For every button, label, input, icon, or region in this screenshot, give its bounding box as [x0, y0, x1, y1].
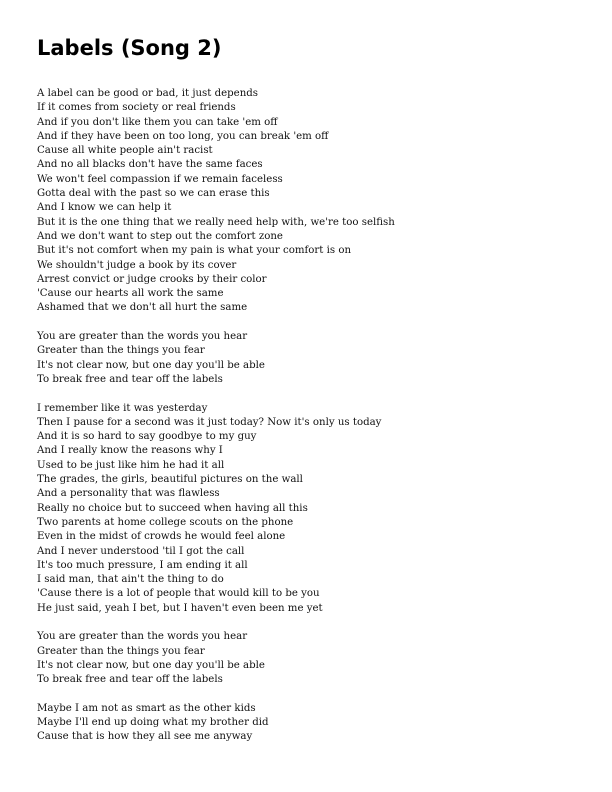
- lyric-line: If it comes from society or real friends: [37, 102, 236, 114]
- lyric-line: And I never understood 'til I got the call: [37, 545, 245, 557]
- lyric-line: It's too much pressure, I am ending it all: [37, 559, 248, 571]
- lyric-line: And if you don't like them you can take 'em off: [37, 116, 278, 128]
- lyrics-stanza: [37, 87, 597, 316]
- lyric-line: You are greater than the words you hear: [37, 331, 248, 343]
- lyric-line: And we don't want to step out the comfort zone: [37, 230, 283, 242]
- lyrics-stanza: [37, 630, 597, 687]
- lyric-line: We shouldn't judge a book by its cover: [37, 259, 237, 271]
- lyric-line: Used to be just like him he had it all: [37, 459, 225, 471]
- lyric-line: But it is the one thing that we really need help with, we're too selfish: [37, 216, 395, 228]
- lyric-line: And if they have been on too long, you can break 'em off: [37, 130, 329, 142]
- lyric-line: It's not clear now, but one day you'll be able: [37, 359, 265, 371]
- lyric-line: A label can be good or bad, it just depends: [37, 88, 259, 99]
- lyric-line: Ashamed that we don't all hurt the same: [37, 302, 248, 314]
- lyric-line: We won't feel compassion if we remain faceless: [37, 173, 283, 185]
- lyric-line: And I know we can help it: [37, 202, 172, 214]
- lyric-line: And no all blacks don't have the same faces: [37, 159, 263, 171]
- lyric-line: I said man, that ain't the thing to do: [37, 574, 224, 586]
- lyric-line: Maybe I'll end up doing what my brother did: [37, 717, 269, 729]
- lyric-line: And it is so hard to say goodbye to my guy: [37, 431, 257, 443]
- lyric-line: Greater than the things you fear: [37, 645, 205, 657]
- lyric-line: Two parents at home college scouts on the phone: [37, 516, 294, 528]
- lyric-line: I remember like it was yesterday: [37, 402, 208, 414]
- lyrics-stanza: [37, 330, 597, 387]
- lyric-line: Then I pause for a second was it just today? Now it's only us today: [37, 416, 382, 428]
- song-title: Labels (Song 2): [37, 36, 222, 60]
- lyrics-stanza: [37, 702, 597, 745]
- lyric-line: Gotta deal with the past so we can erase this: [37, 188, 270, 200]
- lyric-line: The grades, the girls, beautiful pictures on the wall: [37, 474, 303, 486]
- lyrics-body: [37, 87, 597, 759]
- lyric-line: Maybe I am not as smart as the other kids: [37, 702, 256, 714]
- lyric-line: Arrest convict or judge crooks by their color: [37, 273, 267, 285]
- lyric-line: To break free and tear off the labels: [37, 373, 223, 385]
- lyric-line: And I really know the reasons why I: [37, 445, 223, 457]
- lyric-line: Really no choice but to succeed when having all this: [37, 502, 308, 514]
- lyric-line: It's not clear now, but one day you'll be able: [37, 659, 265, 671]
- lyric-line: To break free and tear off the labels: [37, 674, 223, 686]
- lyric-line: 'Cause there is a lot of people that would kill to be you: [37, 588, 320, 600]
- lyric-line: But it's not comfort when my pain is what your comfort is on: [37, 245, 352, 257]
- lyric-line: He just said, yeah I bet, but I haven't even been me yet: [37, 602, 323, 614]
- lyrics-stanza: [37, 402, 597, 616]
- lyric-line: Greater than the things you fear: [37, 345, 205, 357]
- lyric-line: Cause that is how they all see me anyway: [37, 731, 253, 743]
- lyric-line: Cause all white people ain't racist: [37, 145, 213, 157]
- lyric-line: You are greater than the words you hear: [37, 631, 248, 643]
- lyric-line: Even in the midst of crowds he would feel alone: [37, 531, 286, 543]
- lyric-line: 'Cause our hearts all work the same: [37, 288, 224, 300]
- lyric-line: And a personality that was flawless: [37, 488, 220, 500]
